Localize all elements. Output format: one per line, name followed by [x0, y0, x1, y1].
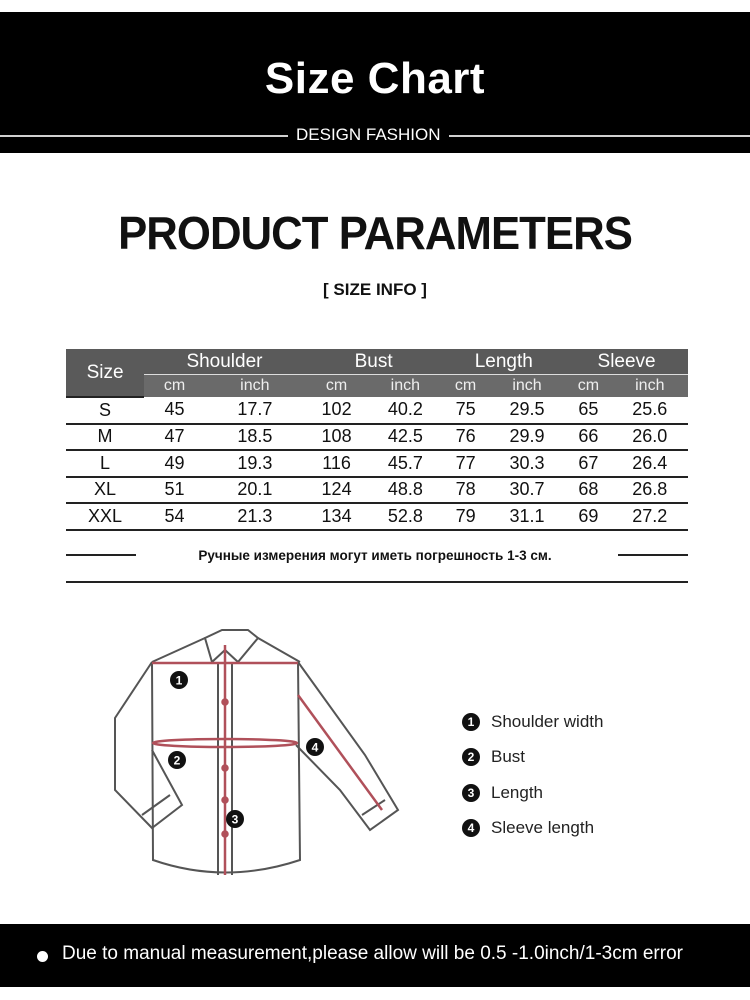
page-title: Size Chart — [264, 54, 486, 103]
cell: 47 — [144, 424, 205, 451]
legend-item — [462, 740, 603, 776]
table-row — [66, 503, 688, 530]
cell: 30.7 — [489, 477, 565, 504]
unit-header: cm — [305, 375, 368, 398]
table-row — [66, 450, 688, 477]
unit-header: inch — [368, 375, 442, 398]
shirt-diagram — [100, 610, 420, 900]
legend-label: Sleeve length — [491, 818, 595, 838]
legend-label: Bust — [491, 747, 526, 767]
cell: 78 — [442, 477, 488, 504]
cell: S — [66, 397, 144, 424]
cell: 17.7 — [205, 397, 305, 424]
measurement-legend — [462, 704, 603, 846]
legend-item — [462, 811, 603, 847]
cell: 134 — [305, 503, 368, 530]
cell: 102 — [305, 397, 368, 424]
number-badge-icon: 2 — [462, 748, 480, 766]
number-badge-icon: 1 — [462, 713, 480, 731]
cell: 69 — [565, 503, 611, 530]
cell: 52.8 — [368, 503, 442, 530]
table-row — [66, 397, 688, 424]
cell: 30.3 — [489, 450, 565, 477]
legend-item — [462, 775, 603, 811]
cell: 68 — [565, 477, 611, 504]
table-row — [66, 477, 688, 504]
cell: M — [66, 424, 144, 451]
cell: 116 — [305, 450, 368, 477]
cell: 124 — [305, 477, 368, 504]
cell: XL — [66, 477, 144, 504]
cell: 40.2 — [368, 397, 442, 424]
cell: 31.1 — [489, 503, 565, 530]
cell: 65 — [565, 397, 611, 424]
section-title: PRODUCT PARAMETERS — [118, 207, 632, 259]
unit-header: cm — [144, 375, 205, 398]
cell: 77 — [442, 450, 488, 477]
size-header: Size — [66, 349, 144, 397]
divider — [66, 581, 688, 583]
group-header: Bust — [305, 349, 443, 375]
cell: 48.8 — [368, 477, 442, 504]
cell: 18.5 — [205, 424, 305, 451]
unit-header: cm — [442, 375, 488, 398]
measurement-note: Ручные измерения могут иметь погрешность 1-3 см. — [198, 548, 552, 563]
cell: 25.6 — [612, 397, 688, 424]
cell: 20.1 — [205, 477, 305, 504]
unit-header: inch — [612, 375, 688, 398]
unit-header: cm — [565, 375, 611, 398]
svg-text:3: 3 — [231, 812, 239, 827]
legend-label: Length — [491, 782, 543, 802]
cell: 19.3 — [205, 450, 305, 477]
legend-item — [462, 704, 603, 740]
cell: 45 — [144, 397, 205, 424]
legend-label: Shoulder width — [491, 711, 604, 731]
header-subtitle: DESIGN FASHION — [288, 125, 449, 145]
footer-banner — [0, 924, 750, 987]
cell: 26.4 — [612, 450, 688, 477]
cell: 54 — [144, 503, 205, 530]
svg-text:1: 1 — [175, 673, 183, 688]
bullet-icon — [37, 951, 48, 962]
cell: 42.5 — [368, 424, 442, 451]
cell: 67 — [565, 450, 611, 477]
cell: 79 — [442, 503, 488, 530]
cell: XXL — [66, 503, 144, 530]
group-header: Shoulder — [144, 349, 305, 375]
unit-header: inch — [205, 375, 305, 398]
unit-header: inch — [489, 375, 565, 398]
cell: 76 — [442, 424, 488, 451]
table-row — [66, 424, 688, 451]
footer-note: Due to manual measurement,please allow will be 0.5 -1.0inch/1-3cm error — [62, 943, 683, 964]
svg-text:4: 4 — [311, 740, 319, 755]
number-badge-icon: 4 — [462, 819, 480, 837]
section-subtitle: [ SIZE INFO ] — [323, 280, 427, 299]
cell: 45.7 — [368, 450, 442, 477]
cell: 49 — [144, 450, 205, 477]
cell: 29.9 — [489, 424, 565, 451]
cell: 27.2 — [612, 503, 688, 530]
svg-text:2: 2 — [173, 753, 181, 768]
group-header: Sleeve — [565, 349, 688, 375]
cell: 66 — [565, 424, 611, 451]
cell: 51 — [144, 477, 205, 504]
cell: 21.3 — [205, 503, 305, 530]
number-badge-icon: 3 — [462, 784, 480, 802]
cell: 108 — [305, 424, 368, 451]
group-header: Length — [442, 349, 565, 375]
cell: 26.8 — [612, 477, 688, 504]
cell: 26.0 — [612, 424, 688, 451]
cell: 75 — [442, 397, 488, 424]
cell: 29.5 — [489, 397, 565, 424]
header-banner — [0, 12, 750, 153]
size-table — [66, 349, 688, 531]
cell: L — [66, 450, 144, 477]
